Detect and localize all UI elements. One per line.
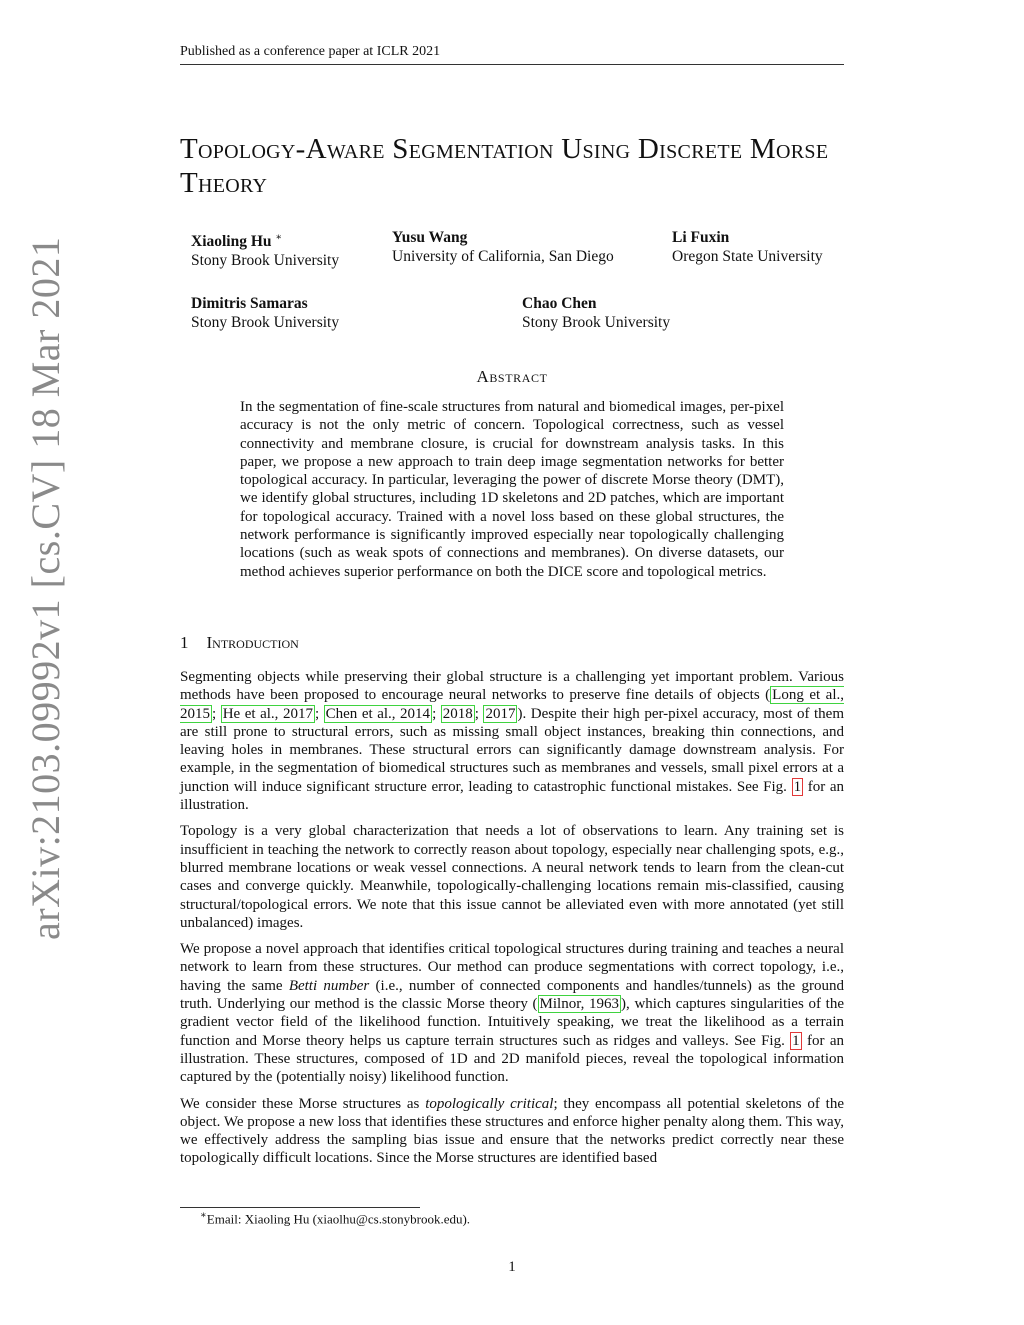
abstract-text: In the segmentation of fine-scale structures from natural and biomedical images, per-pixel accuracy is not the only metric of concern. Topological correctness, such as vessel connectivity and membrane closure, is crucial for downstream analysis tasks. In this paper, we propose a new approach to train deep image segmentation networks for better topological accuracy. In particular, leveraging the power of discrete Morse theory (DMT), we identify global structures, including 1D skeletons and 2D patches, which are important for topological accuracy. Trained with a novel loss based on these global structures, the network performance is significantly improved especially near topologically challenging locations (such as weak spots of connections and membranes). On diverse datasets, our method achieves superior performance on both the DICE score and topological metrics. xyxy=(240,399,784,580)
figure-reference-link[interactable]: 1 xyxy=(793,778,802,795)
author-4 xyxy=(191,294,339,332)
introduction-body xyxy=(180,668,844,1176)
citation-link[interactable]: 2018 xyxy=(442,705,473,722)
citation-link[interactable]: He et al., 2017 xyxy=(222,705,313,722)
author-affiliation: University of California, San Diego xyxy=(392,248,614,265)
text-run: ). Despite their high per-pixel accuracy, most of them are still prone to structural errors, such as missing small object instances, breaking thin connections, and leaving holes in membranes. These structural errors can significantly damage downstream analysis. For example, in the segmentation of biomedical structures such as membranes and vessels, small pixel errors at a junction will induce significant structure error, leading to catastrophic functional mistakes. See Fig. xyxy=(180,705,844,795)
text-run: ), which captures singularities of the gradient vector field of the likelihood function. Intuitively speaking, we treat the likelihood as a terrain function and Morse theory helps us capture terrain structures such as ridges and valleys. See Fig. xyxy=(180,996,844,1049)
paragraph-4 xyxy=(180,1095,844,1168)
author-name: Yusu Wang xyxy=(392,229,468,246)
section-number: 1 xyxy=(180,633,189,652)
author-affiliation: Oregon State University xyxy=(672,248,823,265)
page-number: 1 xyxy=(508,1259,516,1275)
author-1 xyxy=(191,228,339,270)
author-name: Li Fuxin xyxy=(672,229,730,246)
running-header: Published as a conference paper at ICLR 2021 xyxy=(180,44,844,65)
author-footnote-mark: ∗ xyxy=(275,232,283,243)
abstract-heading: Abstract xyxy=(476,367,548,386)
author-name: Xiaoling Hu xyxy=(191,233,272,251)
author-name: Chao Chen xyxy=(522,295,597,312)
section-heading xyxy=(180,633,299,653)
author-affiliation: Stony Brook University xyxy=(191,314,340,331)
text-run: We propose a novel approach that identifies critical topological structures during training and teaches a neural network to learn from these structures. Our method can produce segmentations with correct topology, i.e., having the same xyxy=(180,941,844,994)
text-run: (i.e., number of connected components and handles/tunnels) as the ground truth. Underlying our method is the classic Morse theory ( xyxy=(180,977,844,1013)
author-affiliation: Stony Brook University xyxy=(522,314,671,331)
arxiv-identifier: arXiv:2103.09992v1 [cs.CV] 18 Mar 2021 xyxy=(23,236,68,940)
paragraph-2: Topology is a very global characterization that needs a lot of observations to learn. Any training set is insufficient in teaching the network to correctly reason about topology, especially near challenging spots, e.g., blurred membrane locations or weak vessel connections. A neural network tends to learn from the clean-cut cases and converge quickly. Meanwhile, topologically-challenging locations remain mis-classified, causing structural/topological errors. We note that this issue cannot be alleviated even with more annotated (yet still unbalanced) images. xyxy=(180,823,844,931)
citation-link[interactable]: Milnor, 1963 xyxy=(539,996,620,1013)
author-5 xyxy=(522,294,670,332)
footnote-mark: ∗ xyxy=(200,1210,207,1221)
footnote-text: Email: Xiaoling Hu (xiaolhu@cs.stonybrook.edu). xyxy=(206,1211,471,1227)
text-run: We consider these Morse structures as xyxy=(180,1095,426,1112)
author-2 xyxy=(392,228,614,266)
text-run: for an illustration. xyxy=(180,778,844,814)
citation-link[interactable]: Chen et al., 2014 xyxy=(325,705,431,722)
text-run: Segmenting objects while preserving their global structure is a challenging yet important problem. Various methods have been proposed to encourage neural networks to preserve fine details of objects ( xyxy=(180,669,844,704)
author-name: Dimitris Samaras xyxy=(191,295,308,312)
paragraph-3 xyxy=(180,940,844,1086)
emphasis: topologically critical xyxy=(425,1095,554,1112)
author-affiliation: Stony Brook University xyxy=(191,252,340,270)
section-title: Introduction xyxy=(206,633,299,652)
footnote xyxy=(200,1210,470,1227)
text-run: ; they encompass all potential skeletons of the object. We propose a new loss that identifies these structures and enforce higher penalty along them. This way, we effectively address the sampling bias issue and ensure that the networks predict correctly near these topologically difficult locations. Since the Morse structures are identified based xyxy=(180,1095,844,1167)
figure-reference-link[interactable]: 1 xyxy=(792,1032,800,1049)
footnote-divider xyxy=(180,1207,420,1208)
text-run: for an illustration. These structures, composed of 1D and 2D manifold pieces, reveal the topological information captured by the (potentially noisy) likelihood function. xyxy=(180,1032,844,1086)
paper-title: Topology-Aware Segmentation Using Discrete Morse Theory xyxy=(180,133,829,199)
paragraph-1: Segmenting objects while preserving their global structure is a challenging yet important problem. Various methods have been proposed to encourage neural networks to preserve fine details of objects ( Long et al., 2015 ; He et al., 2017 ; Chen et al., 2014 ; 2018 ; 2017 ). Despite their high per-pixel accuracy, most of them are still prone to structural errors, such as missing small object instances, breaking thin connections, and leaving holes in membranes. These structural errors can significantly damage downstream analysis. For example, in the segmentation of biomedical structures such as membranes and vessels, small pixel errors at a junction will induce significant structure error, leading to catastrophic functional mistakes. See Fig. 1 for an illustration. xyxy=(180,669,844,814)
author-3 xyxy=(672,228,823,266)
citation-link[interactable]: Long et al., 2015 xyxy=(180,687,844,722)
emphasis: Betti number xyxy=(288,977,370,994)
citation-link[interactable]: 2017 xyxy=(485,705,516,722)
